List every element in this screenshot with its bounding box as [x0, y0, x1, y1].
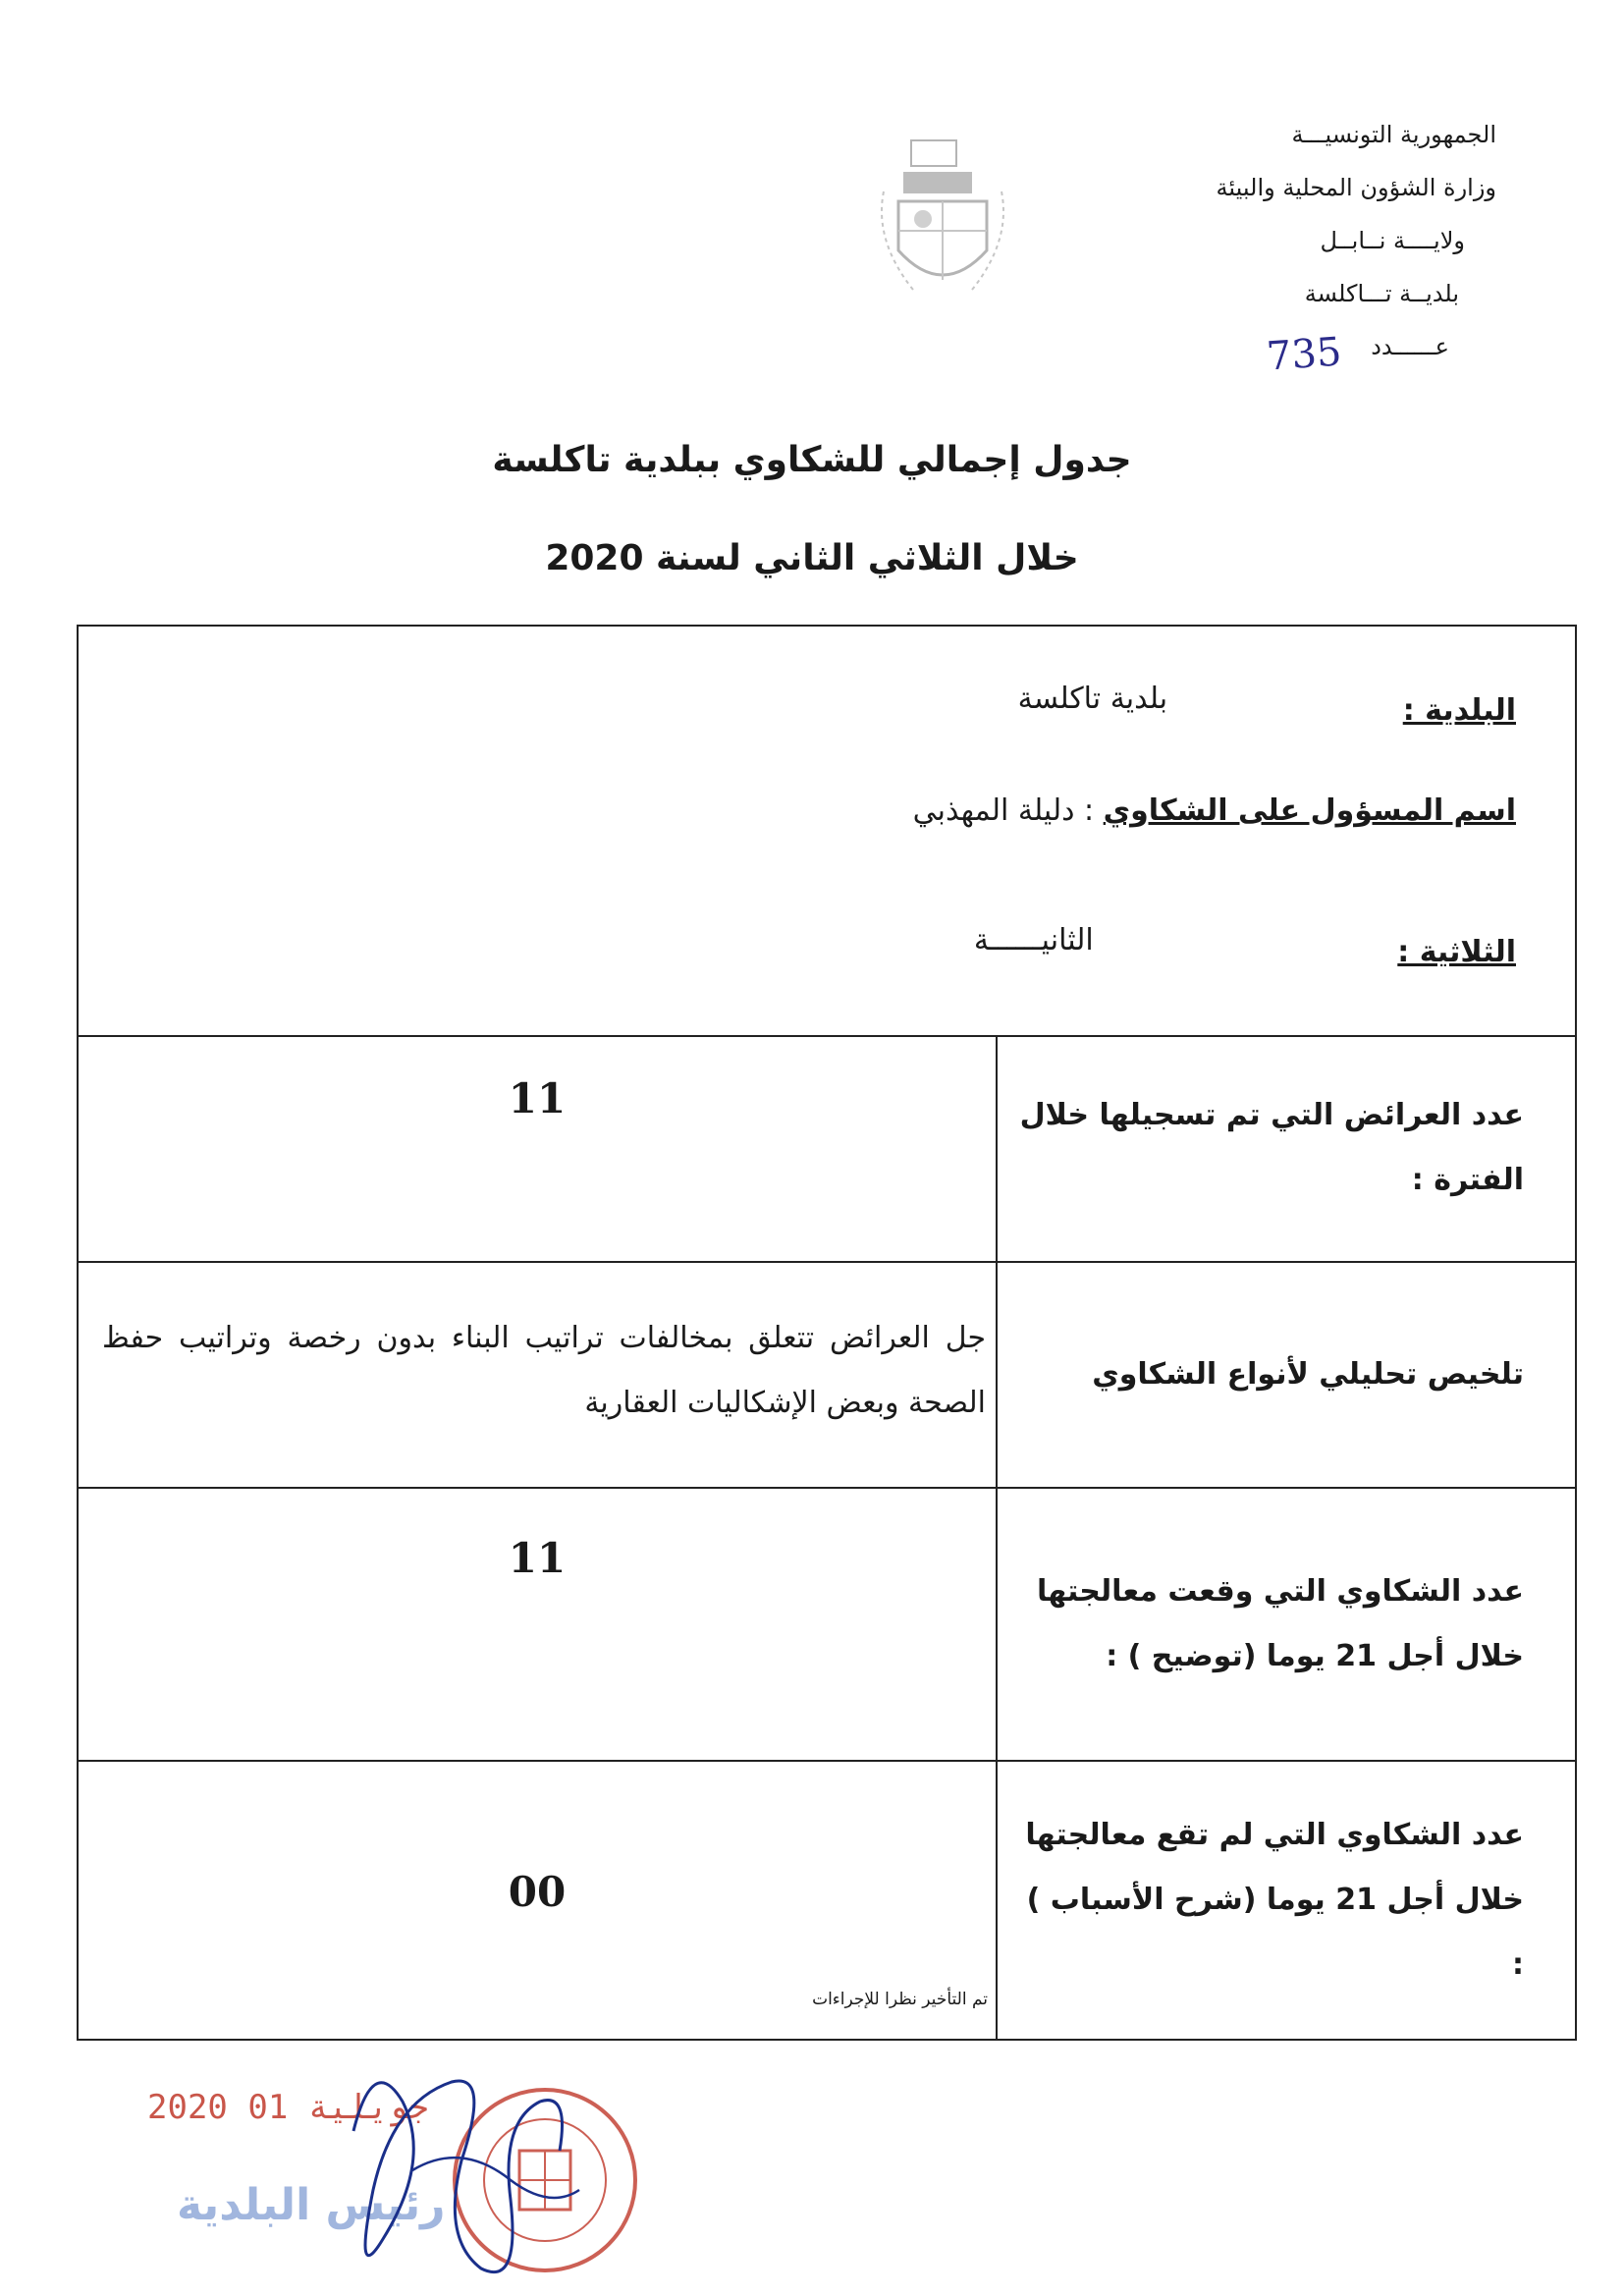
officer-label: اسم المسؤول على الشكاوي: [1103, 793, 1516, 828]
officer-row: [913, 793, 1516, 828]
analysis-summary: جل العرائض تتعلق بمخالفات تراتيب البناء بدون رخصة وتراتيب حفظ الصحة وبعض الإشكاليات العقارية: [102, 1321, 986, 1420]
info-block: [79, 627, 1575, 1037]
signature-icon: [314, 2043, 609, 2296]
republic-line: الجمهورية التونسيـــة: [1291, 121, 1496, 148]
row-value-cell: [79, 1035, 996, 1261]
complaints-table: [77, 625, 1577, 2041]
municipality-value: بلدية تاكلسة: [1017, 682, 1168, 716]
row-value-cell: [79, 1489, 996, 1760]
mayor-stamp: رئيس البلدية: [177, 2180, 446, 2230]
table-row: [79, 1035, 1575, 1263]
document-title: جدول إجمالي للشكاوي ببلدية تاكلسة: [492, 440, 1132, 480]
quarter-label: الثلاثية :: [1397, 935, 1516, 969]
municipality-line: بلديــة تـــاكلسة: [1304, 280, 1459, 307]
document-subtitle: خلال الثلاثي الثاني لسنة 2020: [545, 538, 1079, 578]
officer-value: : دليلة المهذبي: [912, 793, 1095, 828]
governorate-line: ولايــــة نــابــل: [1320, 227, 1465, 254]
table-row: [79, 1263, 1575, 1489]
municipality-label: البلدية :: [1402, 693, 1516, 728]
row-value-cell: [79, 1263, 996, 1487]
row-label: تلخيص تحليلي لأنواع الشكاوي: [996, 1263, 1575, 1487]
reference-number: 735: [1265, 329, 1343, 380]
municipality-row: [1017, 682, 1516, 728]
table-row: [79, 1762, 1575, 2039]
ministry-line: وزارة الشؤون المحلية والبيئة: [1216, 174, 1496, 201]
number-label: عــــــدد: [1371, 333, 1449, 360]
quarter-value: الثانيــــــة: [973, 923, 1094, 957]
table-row: [79, 1489, 1575, 1762]
national-emblem-icon: [874, 133, 1011, 309]
row-label: عدد الشكاوي التي وقعت معالجتها خلال أجل 21 يوما (توضيح ) :: [996, 1489, 1575, 1760]
date-stamp: 2020 جويلية 01: [147, 2088, 429, 2127]
processed-count: 11: [508, 1534, 567, 1582]
delay-note: تم التأخير نظرا للإجراءات: [812, 1990, 988, 2009]
row-value-cell: [79, 1762, 996, 2039]
registered-count: 11: [508, 1074, 567, 1122]
unprocessed-count: 00: [508, 1868, 567, 1916]
row-label: عدد العرائض التي تم تسجيلها خلال الفترة :: [996, 1035, 1575, 1261]
row-label: عدد الشكاوي التي لم تقع معالجتها خلال أجل 21 يوما (شرح الأسباب ) :: [996, 1762, 1575, 2039]
quarter-row: [973, 923, 1516, 969]
